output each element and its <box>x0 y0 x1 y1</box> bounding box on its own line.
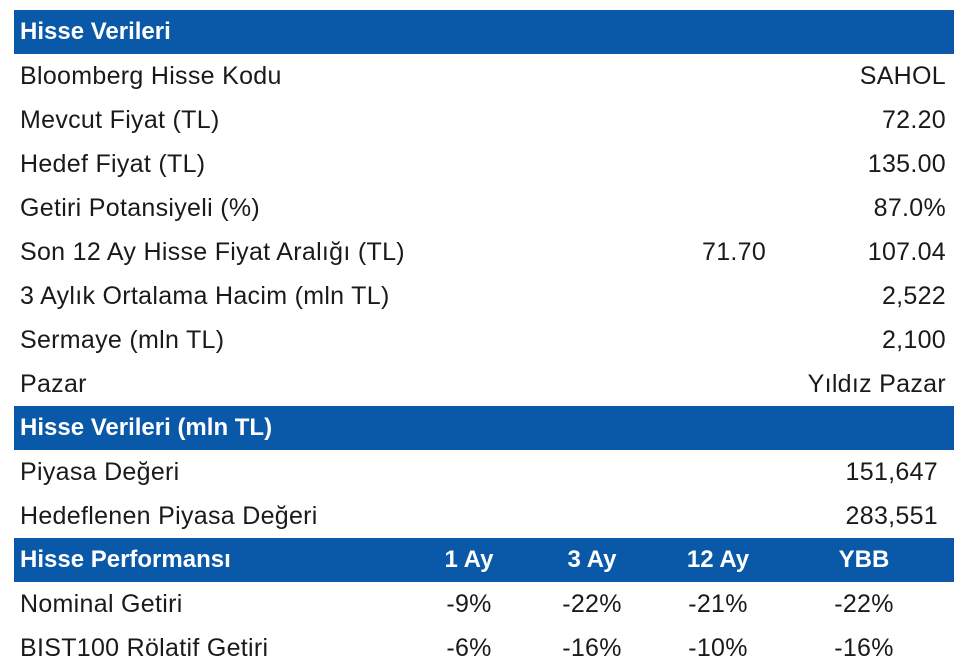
row-label: BIST100 Rölatif Getiri <box>20 633 269 662</box>
row-label: Mevcut Fiyat (TL) <box>20 105 220 134</box>
section-header-stock-data-mln <box>14 406 954 450</box>
stock-data-table <box>14 10 954 670</box>
table-row-price-range <box>14 230 954 274</box>
table-row-return-potential <box>14 186 954 230</box>
section-title: Hisse Verileri (mln TL) <box>20 414 273 441</box>
cell-3m: -22% <box>562 589 622 618</box>
cell-12m: -21% <box>688 589 748 618</box>
column-header-1m: 1 Ay <box>444 546 494 573</box>
cell-1m: -6% <box>446 633 492 662</box>
row-label: Hedeflenen Piyasa Değeri <box>20 501 318 530</box>
row-label: Son 12 Ay Hisse Fiyat Aralığı (TL) <box>20 237 405 266</box>
cell-3m: -16% <box>562 633 622 662</box>
row-label: Piyasa Değeri <box>20 457 180 486</box>
row-value: 151,647 <box>845 457 938 486</box>
cell-1m: -9% <box>446 589 492 618</box>
row-label: 3 Aylık Ortalama Hacim (mln TL) <box>20 281 390 310</box>
row-label: Pazar <box>20 369 87 398</box>
section-header-performance <box>14 538 954 582</box>
cell-ytd: -22% <box>834 589 894 618</box>
table-row-nominal-return <box>14 582 954 626</box>
row-value: 72.20 <box>881 105 946 134</box>
section-title: Hisse Performansı <box>20 546 231 573</box>
row-value: 87.0% <box>873 193 946 222</box>
section-header-stock-data <box>14 10 954 54</box>
row-value: 2,522 <box>881 281 946 310</box>
table-row-avg-volume <box>14 274 954 318</box>
column-header-12m: 12 Ay <box>686 546 750 573</box>
row-value: 135.00 <box>867 149 946 178</box>
range-high-value: 107.04 <box>867 237 946 266</box>
table-row-market <box>14 362 954 406</box>
section-title: Hisse Verileri <box>20 18 171 45</box>
row-value: 2,100 <box>881 325 946 354</box>
table-row-market-cap <box>14 450 954 494</box>
cell-12m: -10% <box>688 633 748 662</box>
table-row-relative-return <box>14 626 954 670</box>
table-row-target-price <box>14 142 954 186</box>
row-value: 283,551 <box>845 501 938 530</box>
table-row-capital <box>14 318 954 362</box>
cell-ytd: -16% <box>834 633 894 662</box>
row-value: SAHOL <box>859 61 946 90</box>
row-label: Nominal Getiri <box>20 589 183 618</box>
row-label: Bloomberg Hisse Kodu <box>20 61 282 90</box>
range-low-value: 71.70 <box>702 237 767 266</box>
row-label: Hedef Fiyat (TL) <box>20 149 206 178</box>
table-row-target-market-cap <box>14 494 954 538</box>
column-header-ytd: YBB <box>838 546 890 573</box>
row-label: Getiri Potansiyeli (%) <box>20 193 260 222</box>
column-header-3m: 3 Ay <box>567 546 617 573</box>
row-value: Yıldız Pazar <box>807 369 946 398</box>
table-row-current-price <box>14 98 954 142</box>
row-label: Sermaye (mln TL) <box>20 325 225 354</box>
table-row-bloomberg-code <box>14 54 954 98</box>
